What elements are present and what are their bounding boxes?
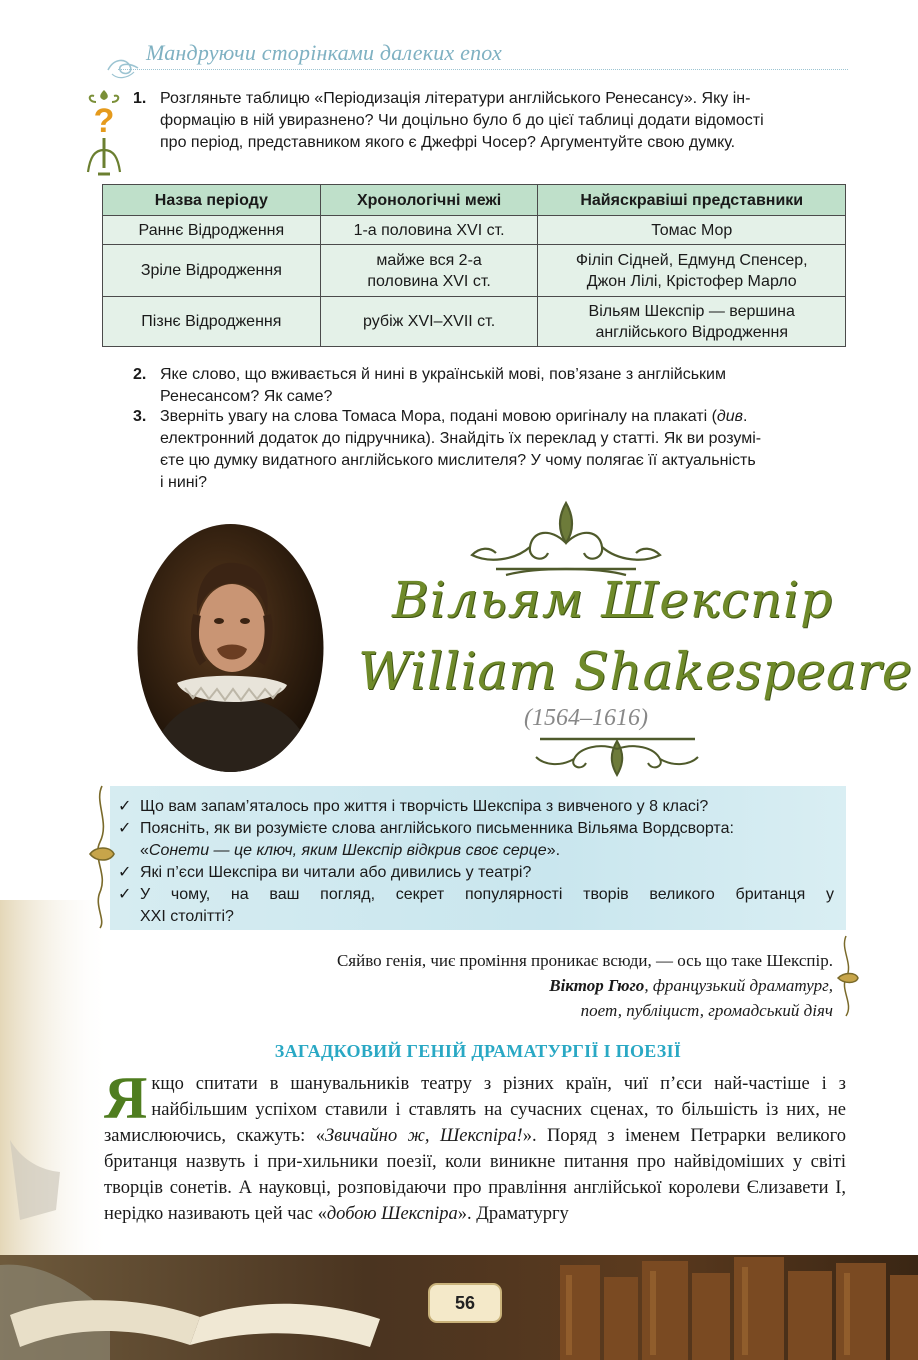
cell-line: майже вся 2-а <box>376 251 482 269</box>
checklist-item <box>118 862 834 884</box>
table-header: Хронологічні межі <box>320 185 538 216</box>
text-run: « <box>140 842 149 859</box>
body-paragraph <box>104 1065 846 1227</box>
question-line: Яке слово, що вживається й нині в українській мові, пов’язане з англійським <box>160 366 726 383</box>
question-line: єте цю думку видатного англійського мислителя? У чому полягає її актуальність <box>160 452 756 469</box>
quote-author: Віктор Гюго <box>549 976 645 995</box>
check-mark-icon: ✓ <box>118 886 132 903</box>
quote-italic: Сонети — це ключ, яким Шекспір відкрив своє серце <box>148 842 547 859</box>
checklist-item <box>118 796 834 818</box>
checklist-item <box>118 884 834 928</box>
text-run: ». Драматургу <box>457 1204 569 1224</box>
quote-role: поет, публіцист, громадський діяч <box>580 1001 833 1020</box>
periodization-table <box>102 184 846 347</box>
check-mark-icon: ✓ <box>118 864 132 881</box>
shakespeare-portrait <box>137 523 324 773</box>
svg-text:?: ? <box>93 102 115 140</box>
table-header-row <box>103 185 846 216</box>
question-2 <box>133 364 846 408</box>
text-run: Зверніть увагу на слова Томаса Мора, подані мовою оригіналу на плакаті ( <box>160 408 717 425</box>
question-number: 1. <box>133 90 147 107</box>
fleur-ornament-icon <box>466 497 666 581</box>
question-line: Розгляньте таблицю «Періодизація літератури англійського Ренесансу». Яку ін- <box>160 90 751 107</box>
table-header: Найяскравіші представники <box>538 185 846 216</box>
table-cell-reps: Томас Мор <box>538 216 846 245</box>
text-run: кщо спитати в шанувальників театру з різних країн, чиї п’єси най-частіше і з найбільшим успіхом ставили і ставлять на сучасних сценах, то більшість із них, не замислюючись, скажуть: « <box>104 1074 846 1146</box>
epigraph-attribution-line2 <box>581 998 833 1023</box>
question-number: 2. <box>133 366 147 383</box>
text-run: . <box>743 408 748 425</box>
section-title: ЗАГАДКОВИЙ ГЕНІЙ ДРАМАТУРГІЇ І ПОЕЗІЇ <box>274 1041 682 1061</box>
question-3 <box>133 406 846 494</box>
question-line: електронний додаток до підручника). Знайдіть їх переклад у статті. Як ви розумі- <box>160 430 762 447</box>
epigraph-attribution <box>549 973 833 998</box>
checklist-text <box>140 840 834 862</box>
checklist-text: XXI столітті? <box>140 908 234 925</box>
table-cell-period: Зріле Відродження <box>103 245 321 297</box>
checklist-text: У чому, на ваш погляд, секрет популярності творів великого британця у <box>140 886 834 903</box>
question-line: формацію в ній увиразнено? Чи доцільно було б до цієї таблиці додати відомості <box>160 112 764 129</box>
checklist-text: Що вам запам’яталось про життя і творчість Шекспіра з вивченого у 8 класі? <box>140 798 709 815</box>
question-1 <box>133 88 846 154</box>
table-cell-dates <box>320 245 538 297</box>
question-line <box>160 406 846 428</box>
table-cell-period: Пізнє Відродження <box>103 297 321 347</box>
table-header: Назва періоду <box>103 185 321 216</box>
drop-cap: Я <box>104 1065 148 1131</box>
check-mark-icon: ✓ <box>118 820 132 837</box>
header-flourish-icon <box>104 50 144 80</box>
table-cell-dates: рубіж XVI–XVII ст. <box>320 297 538 347</box>
table-row <box>103 297 846 347</box>
page-number: 56 <box>454 1293 476 1313</box>
checklist-item <box>118 818 834 862</box>
question-number: 3. <box>133 408 147 425</box>
table-row <box>103 216 846 245</box>
author-name-english: William Shakespeare <box>358 643 913 702</box>
checklist-text: Поясніть, як ви розумієте слова англійського письменника Вільяма Вордсворта: <box>140 820 734 837</box>
text-run-italic: Звичайно ж, Шекспіра! <box>325 1126 523 1146</box>
text-run-italic: див <box>716 408 744 425</box>
cell-line: Джон Лілі, Крістофер Марло <box>586 272 797 290</box>
table-cell-dates: 1-а половина XVI ст. <box>320 216 538 245</box>
epigraph-quote: Сяйво генія, чиє проміння проникає всюди, — ось що таке Шекспір. <box>336 951 833 970</box>
quote-ornament-icon <box>836 934 860 1018</box>
table-cell-reps <box>538 245 846 297</box>
check-mark-icon: ✓ <box>118 798 132 815</box>
cell-line: англійського Відродження <box>595 323 789 341</box>
question-line: Ренесансом? Як саме? <box>160 388 333 405</box>
running-header: Мандруючи сторінками далеких епох <box>146 40 502 65</box>
checklist-text: Які п’єси Шекспіра ви читали або дивились у театрі? <box>140 864 532 881</box>
table-row <box>103 245 846 297</box>
text-run-italic: добою Шекспіра <box>326 1204 458 1224</box>
author-years: (1564–1616) <box>524 705 648 731</box>
table-cell-period: Раннє Відродження <box>103 216 321 245</box>
question-mark-icon <box>84 88 124 180</box>
cell-line: половина XVI ст. <box>367 272 491 290</box>
author-name-ukrainian: Вільям Шекспір <box>392 571 833 629</box>
text-run: ». Поряд з іменем Петрарки великого британця назвуть і при-хильники поезії, коли виникне питання про найвідоміших у світі творців сонетів. А науковці, розповідаючи про правління англійської королеви Єлизавети І, нерідко називають цей час « <box>104 1126 846 1224</box>
cell-line: Філіп Сідней, Едмунд Спенсер, <box>575 251 808 269</box>
table-cell-reps <box>538 297 846 347</box>
side-scroll-ornament-icon <box>86 782 116 932</box>
quote-role: , французький драматург, <box>644 976 833 995</box>
header-rule <box>118 69 848 70</box>
text-run: ». <box>546 842 561 859</box>
question-line: і нині? <box>160 474 208 491</box>
question-line: про період, представником якого є Джефрі Чосер? Аргументуйте свою думку. <box>160 134 736 151</box>
bottom-ornament-icon <box>530 733 705 779</box>
cell-line: Вільям Шекспір — вершина <box>588 302 795 320</box>
